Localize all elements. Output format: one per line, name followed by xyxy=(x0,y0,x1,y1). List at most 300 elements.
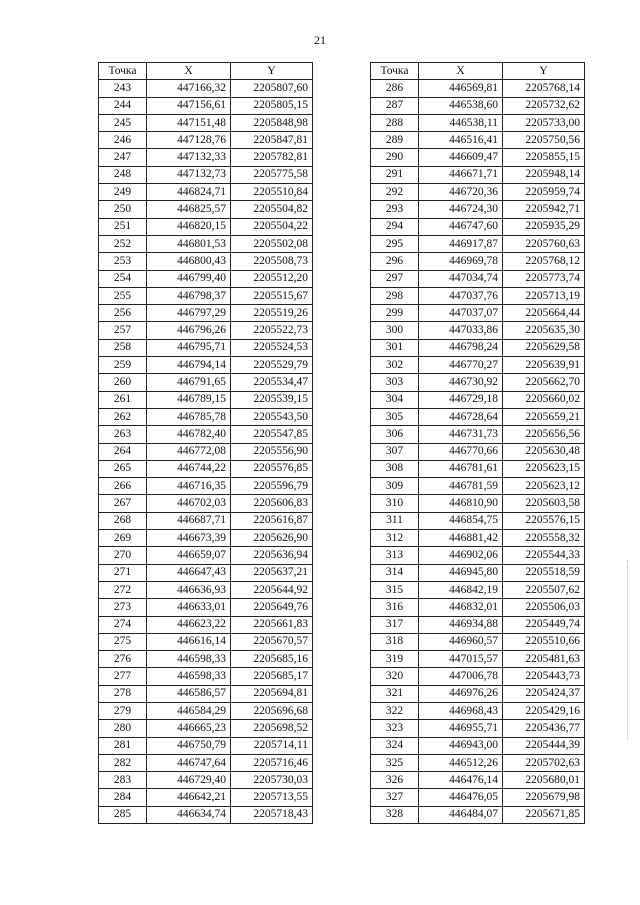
point-cell: 278 xyxy=(99,685,147,702)
x-cell: 446584,29 xyxy=(147,702,231,719)
y-cell: 2205635,30 xyxy=(503,322,585,339)
x-cell: 446943,00 xyxy=(419,737,503,754)
x-cell: 446598,33 xyxy=(147,668,231,685)
table-row xyxy=(99,218,313,235)
table-row xyxy=(99,426,313,443)
point-cell: 317 xyxy=(371,616,419,633)
point-cell: 307 xyxy=(371,443,419,460)
x-cell: 446538,11 xyxy=(419,114,503,131)
y-cell: 2205623,12 xyxy=(503,478,585,495)
table-row xyxy=(371,789,585,806)
x-cell: 446642,21 xyxy=(147,789,231,806)
table-row xyxy=(371,581,585,598)
table-header-row xyxy=(371,63,585,80)
point-cell: 280 xyxy=(99,720,147,737)
point-cell: 255 xyxy=(99,287,147,304)
y-cell: 2205661,83 xyxy=(231,616,313,633)
point-cell: 300 xyxy=(371,322,419,339)
x-cell: 446820,15 xyxy=(147,218,231,235)
point-cell: 292 xyxy=(371,184,419,201)
point-cell: 309 xyxy=(371,478,419,495)
x-cell: 446729,40 xyxy=(147,772,231,789)
y-cell: 2205510,66 xyxy=(503,633,585,650)
table-row xyxy=(99,754,313,771)
point-cell: 250 xyxy=(99,201,147,218)
y-cell: 2205436,77 xyxy=(503,720,585,737)
y-cell: 2205782,81 xyxy=(231,149,313,166)
x-cell: 446799,40 xyxy=(147,270,231,287)
table-row xyxy=(99,97,313,114)
x-cell: 446538,60 xyxy=(419,97,503,114)
point-cell: 245 xyxy=(99,114,147,131)
x-cell: 446770,66 xyxy=(419,443,503,460)
x-cell: 446616,14 xyxy=(147,633,231,650)
x-cell: 446798,24 xyxy=(419,339,503,356)
table-row xyxy=(371,685,585,702)
x-cell: 446789,15 xyxy=(147,391,231,408)
point-cell: 243 xyxy=(99,80,147,97)
y-cell: 2205656,56 xyxy=(503,426,585,443)
y-cell: 2205576,15 xyxy=(503,512,585,529)
x-cell: 446781,61 xyxy=(419,460,503,477)
table-row xyxy=(99,114,313,131)
point-cell: 277 xyxy=(99,668,147,685)
point-cell: 284 xyxy=(99,789,147,806)
x-cell: 446730,92 xyxy=(419,374,503,391)
x-cell: 446832,01 xyxy=(419,599,503,616)
table-row xyxy=(371,322,585,339)
table-header-row xyxy=(99,63,313,80)
table-row xyxy=(371,651,585,668)
x-cell: 447132,33 xyxy=(147,149,231,166)
x-cell: 446512,26 xyxy=(419,754,503,771)
table-row xyxy=(99,564,313,581)
table-row xyxy=(371,132,585,149)
y-cell: 2205679,98 xyxy=(503,789,585,806)
table-row xyxy=(99,287,313,304)
point-cell: 328 xyxy=(371,806,419,823)
point-cell: 279 xyxy=(99,702,147,719)
point-cell: 297 xyxy=(371,270,419,287)
x-cell: 446647,43 xyxy=(147,564,231,581)
y-cell: 2205596,79 xyxy=(231,478,313,495)
y-cell: 2205539,15 xyxy=(231,391,313,408)
header-y: Y xyxy=(231,63,313,80)
y-cell: 2205504,82 xyxy=(231,201,313,218)
point-cell: 282 xyxy=(99,754,147,771)
y-cell: 2205623,15 xyxy=(503,460,585,477)
page-number: 21 xyxy=(314,33,326,47)
y-cell: 2205616,87 xyxy=(231,512,313,529)
y-cell: 2205848,98 xyxy=(231,114,313,131)
x-cell: 446724,30 xyxy=(419,201,503,218)
table-row xyxy=(371,374,585,391)
point-cell: 257 xyxy=(99,322,147,339)
table-row xyxy=(99,132,313,149)
table-row xyxy=(371,408,585,425)
x-cell: 446968,43 xyxy=(419,702,503,719)
table-row xyxy=(371,339,585,356)
point-cell: 267 xyxy=(99,495,147,512)
point-cell: 253 xyxy=(99,253,147,270)
y-cell: 2205502,08 xyxy=(231,235,313,252)
point-cell: 302 xyxy=(371,357,419,374)
coordinates-table-left xyxy=(98,62,313,824)
table-row xyxy=(371,772,585,789)
x-cell: 446797,29 xyxy=(147,305,231,322)
table-row xyxy=(371,806,585,823)
x-cell: 446881,42 xyxy=(419,530,503,547)
x-cell: 446673,39 xyxy=(147,530,231,547)
y-cell: 2205768,12 xyxy=(503,253,585,270)
y-cell: 2205680,01 xyxy=(503,772,585,789)
point-cell: 270 xyxy=(99,547,147,564)
point-cell: 264 xyxy=(99,443,147,460)
table-row xyxy=(371,633,585,650)
table-row xyxy=(371,754,585,771)
y-cell: 2205750,56 xyxy=(503,132,585,149)
y-cell: 2205730,03 xyxy=(231,772,313,789)
table-row xyxy=(371,305,585,322)
x-cell: 446623,22 xyxy=(147,616,231,633)
point-cell: 258 xyxy=(99,339,147,356)
x-cell: 446794,14 xyxy=(147,357,231,374)
x-cell: 446731,73 xyxy=(419,426,503,443)
y-cell: 2205959,74 xyxy=(503,184,585,201)
y-cell: 2205714,11 xyxy=(231,737,313,754)
x-cell: 446842,19 xyxy=(419,581,503,598)
x-cell: 446772,08 xyxy=(147,443,231,460)
point-cell: 262 xyxy=(99,408,147,425)
point-cell: 265 xyxy=(99,460,147,477)
point-cell: 303 xyxy=(371,374,419,391)
table-row xyxy=(99,166,313,183)
x-cell: 446800,43 xyxy=(147,253,231,270)
table-row xyxy=(99,530,313,547)
header-x: X xyxy=(419,63,503,80)
y-cell: 2205685,17 xyxy=(231,668,313,685)
point-cell: 293 xyxy=(371,201,419,218)
table-row xyxy=(371,702,585,719)
point-cell: 248 xyxy=(99,166,147,183)
y-cell: 2205662,70 xyxy=(503,374,585,391)
y-cell: 2205508,73 xyxy=(231,253,313,270)
point-cell: 251 xyxy=(99,218,147,235)
table-row xyxy=(371,235,585,252)
y-cell: 2205576,85 xyxy=(231,460,313,477)
x-cell: 446687,71 xyxy=(147,512,231,529)
y-cell: 2205713,19 xyxy=(503,287,585,304)
x-cell: 446728,64 xyxy=(419,408,503,425)
table-row xyxy=(99,616,313,633)
x-cell: 446960,57 xyxy=(419,633,503,650)
point-cell: 311 xyxy=(371,512,419,529)
point-cell: 320 xyxy=(371,668,419,685)
point-cell: 312 xyxy=(371,530,419,547)
x-cell: 446476,14 xyxy=(419,772,503,789)
table-row xyxy=(371,184,585,201)
coordinates-table-right xyxy=(370,62,585,824)
point-cell: 273 xyxy=(99,599,147,616)
point-cell: 314 xyxy=(371,564,419,581)
y-cell: 2205664,44 xyxy=(503,305,585,322)
y-cell: 2205637,21 xyxy=(231,564,313,581)
table-row xyxy=(99,547,313,564)
y-cell: 2205768,14 xyxy=(503,80,585,97)
x-cell: 447166,32 xyxy=(147,80,231,97)
y-cell: 2205948,14 xyxy=(503,166,585,183)
point-cell: 249 xyxy=(99,184,147,201)
y-cell: 2205534,47 xyxy=(231,374,313,391)
point-cell: 276 xyxy=(99,651,147,668)
y-cell: 2205671,85 xyxy=(503,806,585,823)
x-cell: 447156,61 xyxy=(147,97,231,114)
header-y: Y xyxy=(503,63,585,80)
table-row xyxy=(371,80,585,97)
table-row xyxy=(371,270,585,287)
y-cell: 2205702,63 xyxy=(503,754,585,771)
table-row xyxy=(99,235,313,252)
x-cell: 447037,07 xyxy=(419,305,503,322)
point-cell: 321 xyxy=(371,685,419,702)
header-point: Точка xyxy=(99,63,147,80)
y-cell: 2205512,20 xyxy=(231,270,313,287)
x-cell: 446825,57 xyxy=(147,201,231,218)
point-cell: 304 xyxy=(371,391,419,408)
table-row xyxy=(99,737,313,754)
point-cell: 285 xyxy=(99,806,147,823)
point-cell: 324 xyxy=(371,737,419,754)
y-cell: 2205760,63 xyxy=(503,235,585,252)
table-row xyxy=(371,668,585,685)
point-cell: 247 xyxy=(99,149,147,166)
table-row xyxy=(371,201,585,218)
x-cell: 446476,05 xyxy=(419,789,503,806)
x-cell: 446796,26 xyxy=(147,322,231,339)
x-cell: 447037,76 xyxy=(419,287,503,304)
x-cell: 446665,23 xyxy=(147,720,231,737)
point-cell: 323 xyxy=(371,720,419,737)
point-cell: 252 xyxy=(99,235,147,252)
y-cell: 2205522,73 xyxy=(231,322,313,339)
point-cell: 325 xyxy=(371,754,419,771)
y-cell: 2205696,68 xyxy=(231,702,313,719)
x-cell: 446609,47 xyxy=(419,149,503,166)
table-row xyxy=(99,789,313,806)
table-row xyxy=(99,685,313,702)
point-cell: 271 xyxy=(99,564,147,581)
point-cell: 299 xyxy=(371,305,419,322)
y-cell: 2205547,85 xyxy=(231,426,313,443)
point-cell: 301 xyxy=(371,339,419,356)
y-cell: 2205775,58 xyxy=(231,166,313,183)
y-cell: 2205449,74 xyxy=(503,616,585,633)
point-cell: 319 xyxy=(371,651,419,668)
x-cell: 446785,78 xyxy=(147,408,231,425)
y-cell: 2205942,71 xyxy=(503,201,585,218)
table-row xyxy=(99,184,313,201)
y-cell: 2205805,15 xyxy=(231,97,313,114)
point-cell: 261 xyxy=(99,391,147,408)
y-cell: 2205636,94 xyxy=(231,547,313,564)
point-cell: 287 xyxy=(371,97,419,114)
point-cell: 272 xyxy=(99,581,147,598)
table-row xyxy=(371,391,585,408)
point-cell: 274 xyxy=(99,616,147,633)
x-cell: 446798,37 xyxy=(147,287,231,304)
x-cell: 447132,73 xyxy=(147,166,231,183)
table-row xyxy=(99,460,313,477)
y-cell: 2205713,55 xyxy=(231,789,313,806)
point-cell: 275 xyxy=(99,633,147,650)
table-row xyxy=(371,720,585,737)
point-cell: 313 xyxy=(371,547,419,564)
table-row xyxy=(99,443,313,460)
point-cell: 268 xyxy=(99,512,147,529)
header-point: Точка xyxy=(371,63,419,80)
y-cell: 2205670,57 xyxy=(231,633,313,650)
table-row xyxy=(99,651,313,668)
x-cell: 446720,36 xyxy=(419,184,503,201)
y-cell: 2205444,39 xyxy=(503,737,585,754)
x-cell: 446747,60 xyxy=(419,218,503,235)
x-cell: 446801,53 xyxy=(147,235,231,252)
table-row xyxy=(371,599,585,616)
y-cell: 2205429,16 xyxy=(503,702,585,719)
table-row xyxy=(99,408,313,425)
x-cell: 446484,07 xyxy=(419,806,503,823)
y-cell: 2205524,53 xyxy=(231,339,313,356)
table-row xyxy=(99,772,313,789)
x-cell: 447033,86 xyxy=(419,322,503,339)
table-row xyxy=(371,357,585,374)
x-cell: 447015,57 xyxy=(419,651,503,668)
point-cell: 326 xyxy=(371,772,419,789)
x-cell: 446854,75 xyxy=(419,512,503,529)
table-row xyxy=(371,616,585,633)
x-cell: 446747,64 xyxy=(147,754,231,771)
x-cell: 446633,01 xyxy=(147,599,231,616)
x-cell: 446945,80 xyxy=(419,564,503,581)
y-cell: 2205443,73 xyxy=(503,668,585,685)
x-cell: 446636,93 xyxy=(147,581,231,598)
y-cell: 2205630,48 xyxy=(503,443,585,460)
y-cell: 2205733,00 xyxy=(503,114,585,131)
table-row xyxy=(371,218,585,235)
y-cell: 2205558,32 xyxy=(503,530,585,547)
y-cell: 2205773,74 xyxy=(503,270,585,287)
x-cell: 446516,41 xyxy=(419,132,503,149)
table-row xyxy=(99,512,313,529)
y-cell: 2205510,84 xyxy=(231,184,313,201)
x-cell: 446969,78 xyxy=(419,253,503,270)
header-x: X xyxy=(147,63,231,80)
table-row xyxy=(371,114,585,131)
point-cell: 289 xyxy=(371,132,419,149)
table-row xyxy=(99,391,313,408)
table-row xyxy=(371,737,585,754)
y-cell: 2205644,92 xyxy=(231,581,313,598)
y-cell: 2205556,90 xyxy=(231,443,313,460)
point-cell: 315 xyxy=(371,581,419,598)
point-cell: 308 xyxy=(371,460,419,477)
point-cell: 290 xyxy=(371,149,419,166)
table-row xyxy=(99,495,313,512)
x-cell: 446976,26 xyxy=(419,685,503,702)
point-cell: 288 xyxy=(371,114,419,131)
point-cell: 322 xyxy=(371,702,419,719)
point-cell: 244 xyxy=(99,97,147,114)
point-cell: 260 xyxy=(99,374,147,391)
x-cell: 446770,27 xyxy=(419,357,503,374)
x-cell: 447006,78 xyxy=(419,668,503,685)
table-row xyxy=(99,806,313,823)
table-row xyxy=(99,374,313,391)
point-cell: 256 xyxy=(99,305,147,322)
table-row xyxy=(371,426,585,443)
x-cell: 446902,06 xyxy=(419,547,503,564)
point-cell: 306 xyxy=(371,426,419,443)
y-cell: 2205855,15 xyxy=(503,149,585,166)
table-row xyxy=(371,478,585,495)
y-cell: 2205606,83 xyxy=(231,495,313,512)
y-cell: 2205649,76 xyxy=(231,599,313,616)
y-cell: 2205507,62 xyxy=(503,581,585,598)
y-cell: 2205694,81 xyxy=(231,685,313,702)
table-row xyxy=(371,97,585,114)
x-cell: 446634,74 xyxy=(147,806,231,823)
point-cell: 286 xyxy=(371,80,419,97)
point-cell: 294 xyxy=(371,218,419,235)
x-cell: 446716,35 xyxy=(147,478,231,495)
y-cell: 2205718,43 xyxy=(231,806,313,823)
point-cell: 305 xyxy=(371,408,419,425)
x-cell: 446810,90 xyxy=(419,495,503,512)
y-cell: 2205716,46 xyxy=(231,754,313,771)
y-cell: 2205732,62 xyxy=(503,97,585,114)
table-row xyxy=(99,668,313,685)
table-row xyxy=(371,530,585,547)
y-cell: 2205639,91 xyxy=(503,357,585,374)
y-cell: 2205424,37 xyxy=(503,685,585,702)
y-cell: 2205504,22 xyxy=(231,218,313,235)
x-cell: 446598,33 xyxy=(147,651,231,668)
table-row xyxy=(99,322,313,339)
point-cell: 296 xyxy=(371,253,419,270)
point-cell: 263 xyxy=(99,426,147,443)
point-cell: 310 xyxy=(371,495,419,512)
table-row xyxy=(99,720,313,737)
point-cell: 266 xyxy=(99,478,147,495)
table-row xyxy=(99,581,313,598)
table-row xyxy=(99,270,313,287)
table-row xyxy=(99,599,313,616)
table-row xyxy=(99,253,313,270)
y-cell: 2205603,58 xyxy=(503,495,585,512)
point-cell: 254 xyxy=(99,270,147,287)
x-cell: 446791,65 xyxy=(147,374,231,391)
table-row xyxy=(371,443,585,460)
x-cell: 446782,40 xyxy=(147,426,231,443)
y-cell: 2205698,52 xyxy=(231,720,313,737)
point-cell: 327 xyxy=(371,789,419,806)
table-row xyxy=(371,287,585,304)
x-cell: 446671,71 xyxy=(419,166,503,183)
point-cell: 298 xyxy=(371,287,419,304)
point-cell: 259 xyxy=(99,357,147,374)
y-cell: 2205519,26 xyxy=(231,305,313,322)
y-cell: 2205529,79 xyxy=(231,357,313,374)
